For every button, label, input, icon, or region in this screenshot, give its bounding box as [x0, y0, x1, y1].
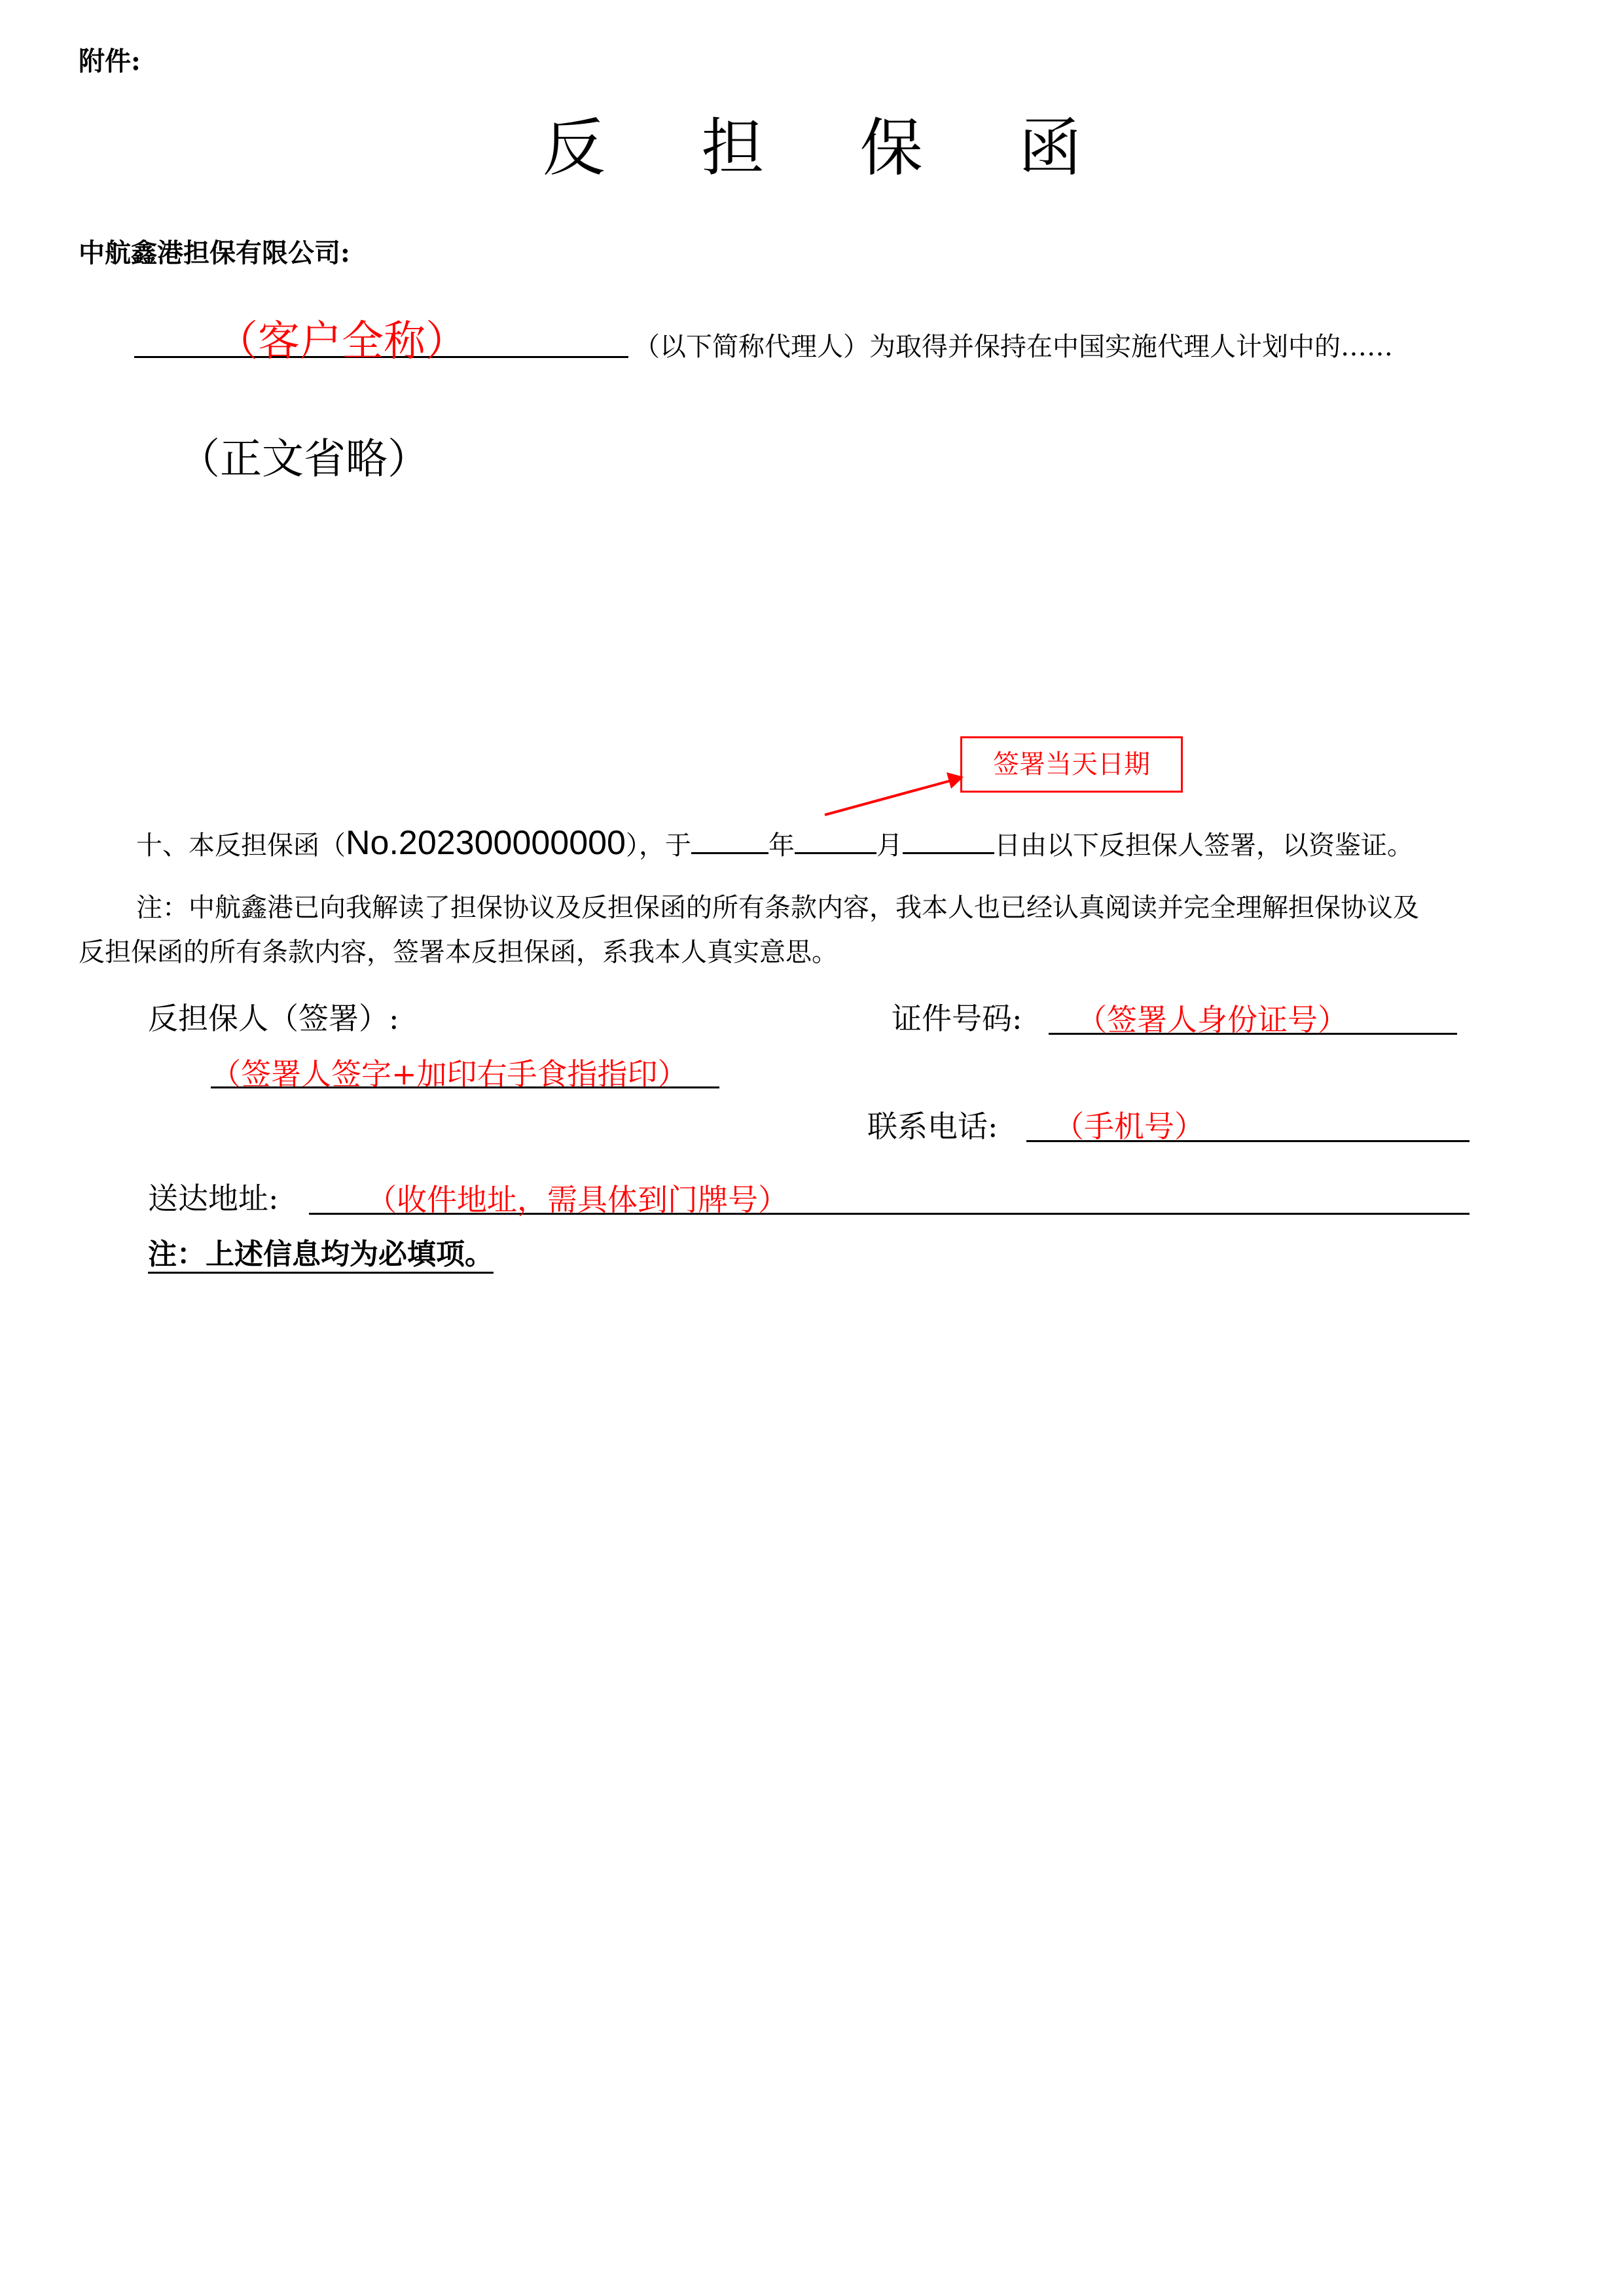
address-label: 送达地址:	[148, 1181, 279, 1216]
clause-ten-rest: 日由以下反担保人签署，以资鉴证。	[994, 831, 1413, 861]
year-label: 年	[768, 831, 795, 861]
signing-date-callout: 签署当天日期	[960, 736, 1183, 793]
guarantor-label: 反担保人（签署）:	[148, 1001, 399, 1036]
callout-arrow-icon	[818, 753, 969, 821]
phone-placeholder[interactable]: （手机号）	[1054, 1109, 1204, 1144]
intro-text: （以下简称代理人）为取得并保持在中国实施代理人计划中的……	[634, 332, 1393, 362]
phone-label: 联系电话:	[867, 1109, 998, 1144]
clause-ten-prefix: 十、本反担保函（	[136, 831, 346, 861]
year-blank[interactable]	[691, 822, 768, 854]
attachment-label: 附件:	[79, 46, 141, 77]
client-name-placeholder[interactable]: （客户全称）	[216, 317, 467, 366]
clause-ten-mid: ），于	[625, 831, 691, 861]
required-note: 注：上述信息均为必填项。	[148, 1238, 494, 1271]
month-label: 月	[876, 831, 903, 861]
document-title: 反 担 保 函	[542, 111, 1120, 185]
note-line-1: 注：中航鑫港已向我解读了担保协议及反担保函的所有条款内容，我本人也已经认真阅读并完全理解担保协议及	[136, 893, 1419, 923]
body-omitted: （正文省略）	[178, 435, 429, 484]
clause-ten	[136, 821, 1413, 867]
guarantee-number: No.202300000000	[346, 824, 626, 862]
guarantor-signature-placeholder[interactable]: （签署人签字+加印右手食指指印）	[211, 1056, 688, 1092]
day-blank[interactable]	[903, 822, 994, 854]
id-number-label: 证件号码:	[892, 1001, 1022, 1036]
recipient-line: 中航鑫港担保有限公司:	[79, 238, 350, 268]
month-blank[interactable]	[795, 822, 876, 854]
note-line-2: 反担保函的所有条款内容，签署本反担保函，系我本人真实意思。	[79, 937, 838, 967]
id-number-placeholder[interactable]: （签署人身份证号）	[1077, 1002, 1348, 1037]
address-placeholder[interactable]: （收件地址，需具体到门牌号）	[367, 1182, 788, 1217]
